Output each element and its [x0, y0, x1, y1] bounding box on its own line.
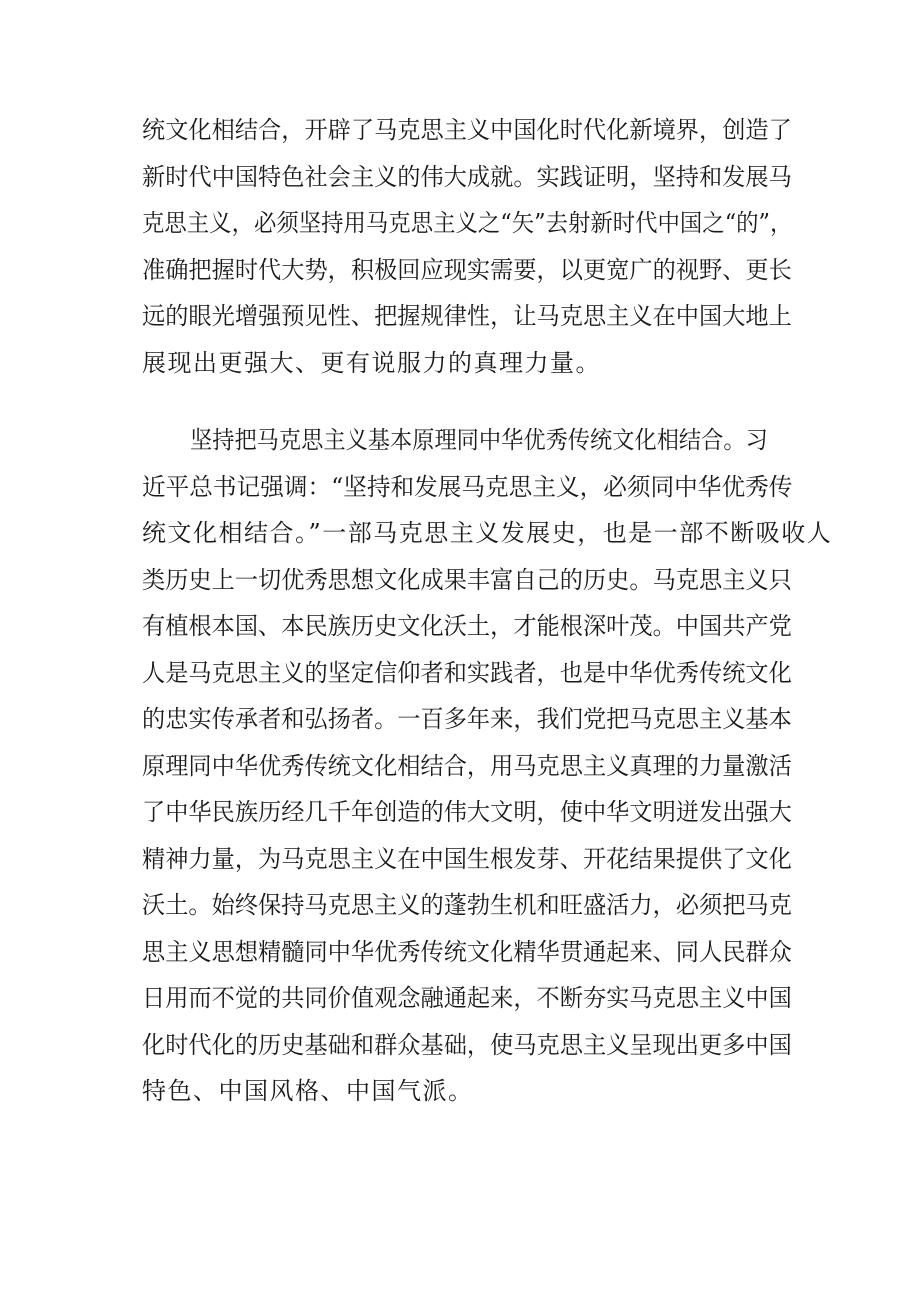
text-line: 远的眼光增强预见性、把握规律性，让马克思主义在中国大地上	[142, 302, 792, 330]
text-line: 有植根本国、本民族历史文化沃土，才能根深叶茂。中国共产党	[142, 612, 792, 640]
text-line: 的忠实传承者和弘扬者。一百多年来，我们党把马克思主义基本	[142, 705, 792, 733]
text-line: 近平总书记强调：“坚持和发展马克思主义，必须同中华优秀传	[142, 473, 793, 501]
text-line: 精神力量，为马克思主义在中国生根发芽、开花结果提供了文化	[142, 845, 792, 873]
text-line: 统文化相结合。”一部马克思主义发展史，也是一部不断吸收人	[142, 519, 833, 547]
text-line: 原理同中华优秀传统文化相结合，用马克思主义真理的力量激活	[142, 752, 792, 780]
text-line: 展现出更强大、更有说服力的真理力量。	[142, 349, 601, 377]
text-line: 统文化相结合，开辟了马克思主义中国化时代化新境界，创造了	[142, 116, 792, 144]
text-line: 坚持把马克思主义基本原理同中华优秀传统文化相结合。习	[190, 426, 768, 454]
text-line: 类历史上一切优秀思想文化成果丰富自己的历史。马克思主义只	[142, 566, 792, 594]
text-line: 沃土。始终保持马克思主义的蓬勃生机和旺盛活力，必须把马克	[142, 891, 792, 919]
text-line: 准确把握时代大势，积极回应现实需要，以更宽广的视野、更长	[142, 256, 792, 284]
text-line: 特色、中国风格、中国气派。	[142, 1077, 474, 1105]
text-line: 克思主义，必须坚持用马克思主义之“矢”去射新时代中国之“的”，	[142, 209, 793, 237]
text-line: 思主义思想精髓同中华优秀传统文化精华贯通起来、同人民群众	[142, 938, 792, 966]
text-line: 日用而不觉的共同价值观念融通起来，不断夯实马克思主义中国	[142, 984, 792, 1012]
text-line: 了中华民族历经几千年创造的伟大文明，使中华文明迸发出强大	[142, 798, 792, 826]
text-line: 新时代中国特色社会主义的伟大成就。实践证明，坚持和发展马	[142, 163, 792, 191]
text-line: 人是马克思主义的坚定信仰者和实践者，也是中华优秀传统文化	[142, 659, 792, 687]
text-line: 化时代化的历史基础和群众基础，使马克思主义呈现出更多中国	[142, 1031, 792, 1059]
